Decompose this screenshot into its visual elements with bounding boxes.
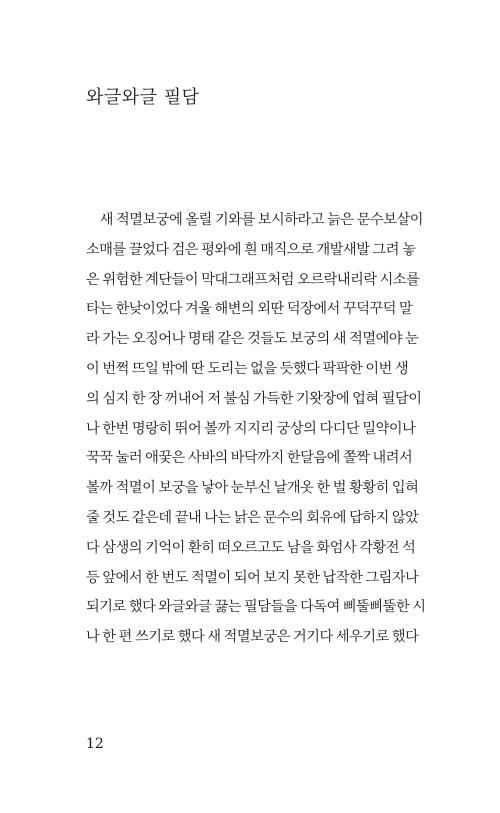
- poem-line: 이 번쩍 뜨일 밖에 딴 도리는 없을 듯했다 팍팍한 이번 생: [86, 360, 409, 377]
- poem-line: 되기로 했다 와글와글 끓는 필담들을 다독여 삐뚤삐뚤한 시: [86, 599, 426, 616]
- poem-line: 줄 것도 같은데 끝내 나는 낡은 문수의 회유에 답하지 않았: [86, 509, 419, 526]
- poem-line: 새 적멸보궁에 올릴 기와를 보시하라고 늙은 문수보살이: [86, 212, 423, 228]
- page-number: 12: [86, 736, 104, 752]
- poem-line: 은 위험한 계단들이 막대그래프처럼 오르락내리락 시소를: [86, 271, 420, 288]
- poem-line: 나 한번 명랑히 뛰어 볼까 지지리 궁상의 다디단 밀약이나: [86, 420, 416, 437]
- poem-line: 볼까 적멸이 보궁을 낳아 눈부신 날개옷 한 벌 황황히 입혀: [86, 480, 419, 497]
- poem-line: 라 가는 오징어나 명태 같은 것들도 보궁의 새 적멸에야 눈: [86, 331, 419, 348]
- poem-body: [86, 206, 440, 653]
- poem-line: 나 한 편 쓰기로 했다 새 적멸보궁은 거기다 세우기로 했다: [86, 629, 419, 646]
- poem-line: 소매를 끌었다 검은 평와에 흰 매직으로 개발새발 그려 놓: [86, 241, 416, 258]
- poem-line: 꾹꾹 눌러 애꿎은 사바의 바닥까지 한달음에 쫄짝 내려서: [86, 450, 413, 467]
- poem-line: 다 삼생의 기억이 환히 떠오르고도 남을 화엄사 각황전 석: [86, 539, 416, 556]
- poem-line: 의 심지 한 장 꺼내어 저 불심 가득한 기왓장에 업혀 필담이: [86, 390, 422, 407]
- poem-line: 타는 한낮이었다 겨울 해변의 외딴 덕장에서 꾸덕꾸덕 말: [86, 301, 413, 318]
- poem-line: 등 앞에서 한 번도 적멸이 되어 보지 못한 납작한 그림자나: [86, 569, 419, 586]
- poem-title: 와글와글 필담: [86, 87, 200, 108]
